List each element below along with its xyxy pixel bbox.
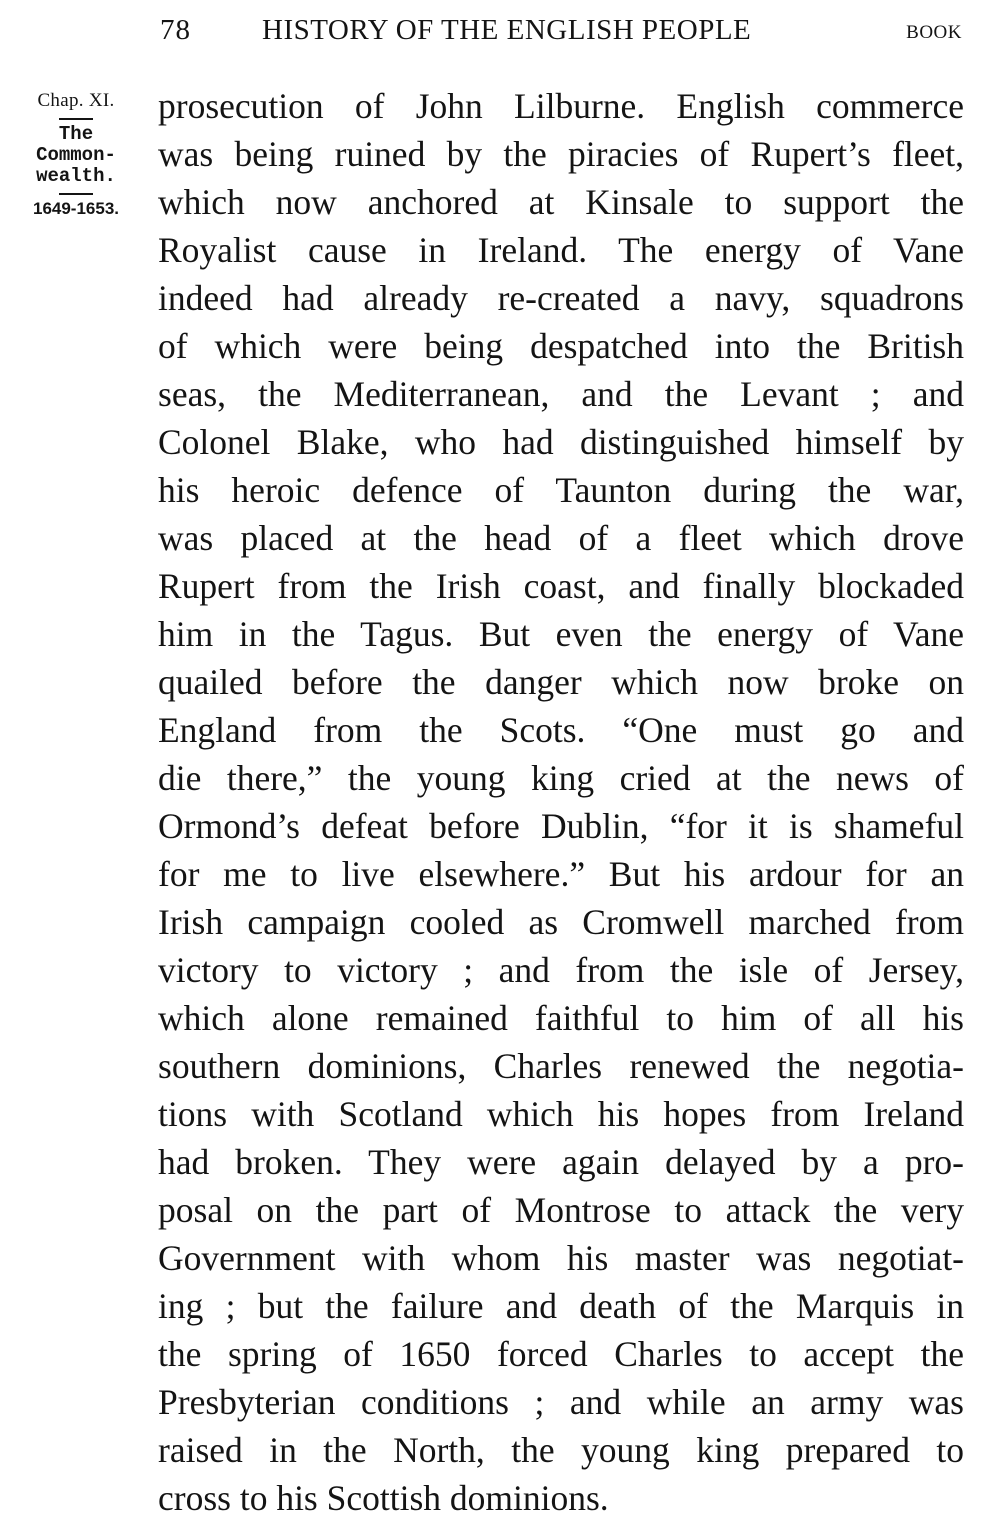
running-header <box>158 14 964 54</box>
running-title: HISTORY OF THE ENGLISH PEOPLE <box>262 14 752 46</box>
text-line: which alone remained faithful to him of all his <box>158 998 964 1038</box>
text-line: posal on the part of Montrose to attack the very <box>158 1190 964 1230</box>
section-label <box>14 124 138 187</box>
date-range: 1649-1653. <box>32 199 120 218</box>
margin-note <box>14 90 138 219</box>
text-line: was placed at the head of a fleet which drove <box>158 518 964 558</box>
text-line: Presbyterian conditions ; and while an army was <box>158 1382 964 1422</box>
text-line: for me to live elsewhere.” But his ardour for an <box>158 854 964 894</box>
text-line: Rupert from the Irish coast, and finally blockaded <box>158 566 964 606</box>
text-line: Colonel Blake, who had distinguished himself by <box>158 422 964 462</box>
body-text <box>158 82 964 1522</box>
text-line: England from the Scots. “One must go and <box>158 710 964 750</box>
text-line: Irish campaign cooled as Cromwell marched from <box>158 902 964 942</box>
text-line: was being ruined by the piracies of Rupert’s fleet, <box>158 134 964 174</box>
chapter-label: Chap. XI. <box>37 90 115 111</box>
text-line: die there,” the young king cried at the news of <box>158 758 964 798</box>
text-line: Government with whom his master was negotiat- <box>158 1238 964 1278</box>
text-line: tions with Scotland which his hopes from Ireland <box>158 1094 964 1134</box>
text-line: Ormond’s defeat before Dublin, “for it is shameful <box>158 806 964 846</box>
section-label-line: wealth. <box>36 165 116 187</box>
text-line: him in the Tagus. But even the energy of Vane <box>158 614 964 654</box>
page-number: 78 <box>160 14 191 46</box>
text-line: cross to his Scottish dominions. <box>158 1478 609 1518</box>
text-line: southern dominions, Charles renewed the negotia- <box>158 1046 964 1086</box>
text-line: the spring of 1650 forced Charles to accept the <box>158 1334 964 1374</box>
text-line: victory to victory ; and from the isle of Jersey, <box>158 950 964 990</box>
section-label-line: Common- <box>36 144 116 166</box>
section-label-line: The <box>58 123 94 145</box>
text-line: Royalist cause in Ireland. The energy of Vane <box>158 230 964 270</box>
text-line: quailed before the danger which now broke on <box>158 662 964 702</box>
text-line: prosecution of John Lilburne. English commerce <box>158 86 964 126</box>
margin-rule-top <box>59 118 93 120</box>
text-line: had broken. They were again delayed by a pro- <box>158 1142 964 1182</box>
text-line: raised in the North, the young king prepared to <box>158 1430 964 1470</box>
text-line: which now anchored at Kinsale to support the <box>158 182 964 222</box>
book-label: BOOK <box>906 22 962 43</box>
margin-rule-bottom <box>59 193 93 195</box>
text-line: indeed had already re-created a navy, squadrons <box>158 278 964 318</box>
text-line: ing ; but the failure and death of the Marquis in <box>158 1286 964 1326</box>
text-line: seas, the Mediterranean, and the Levant ; and <box>158 374 964 414</box>
text-line: his heroic defence of Taunton during the war, <box>158 470 964 510</box>
text-line: of which were being despatched into the British <box>158 326 964 366</box>
